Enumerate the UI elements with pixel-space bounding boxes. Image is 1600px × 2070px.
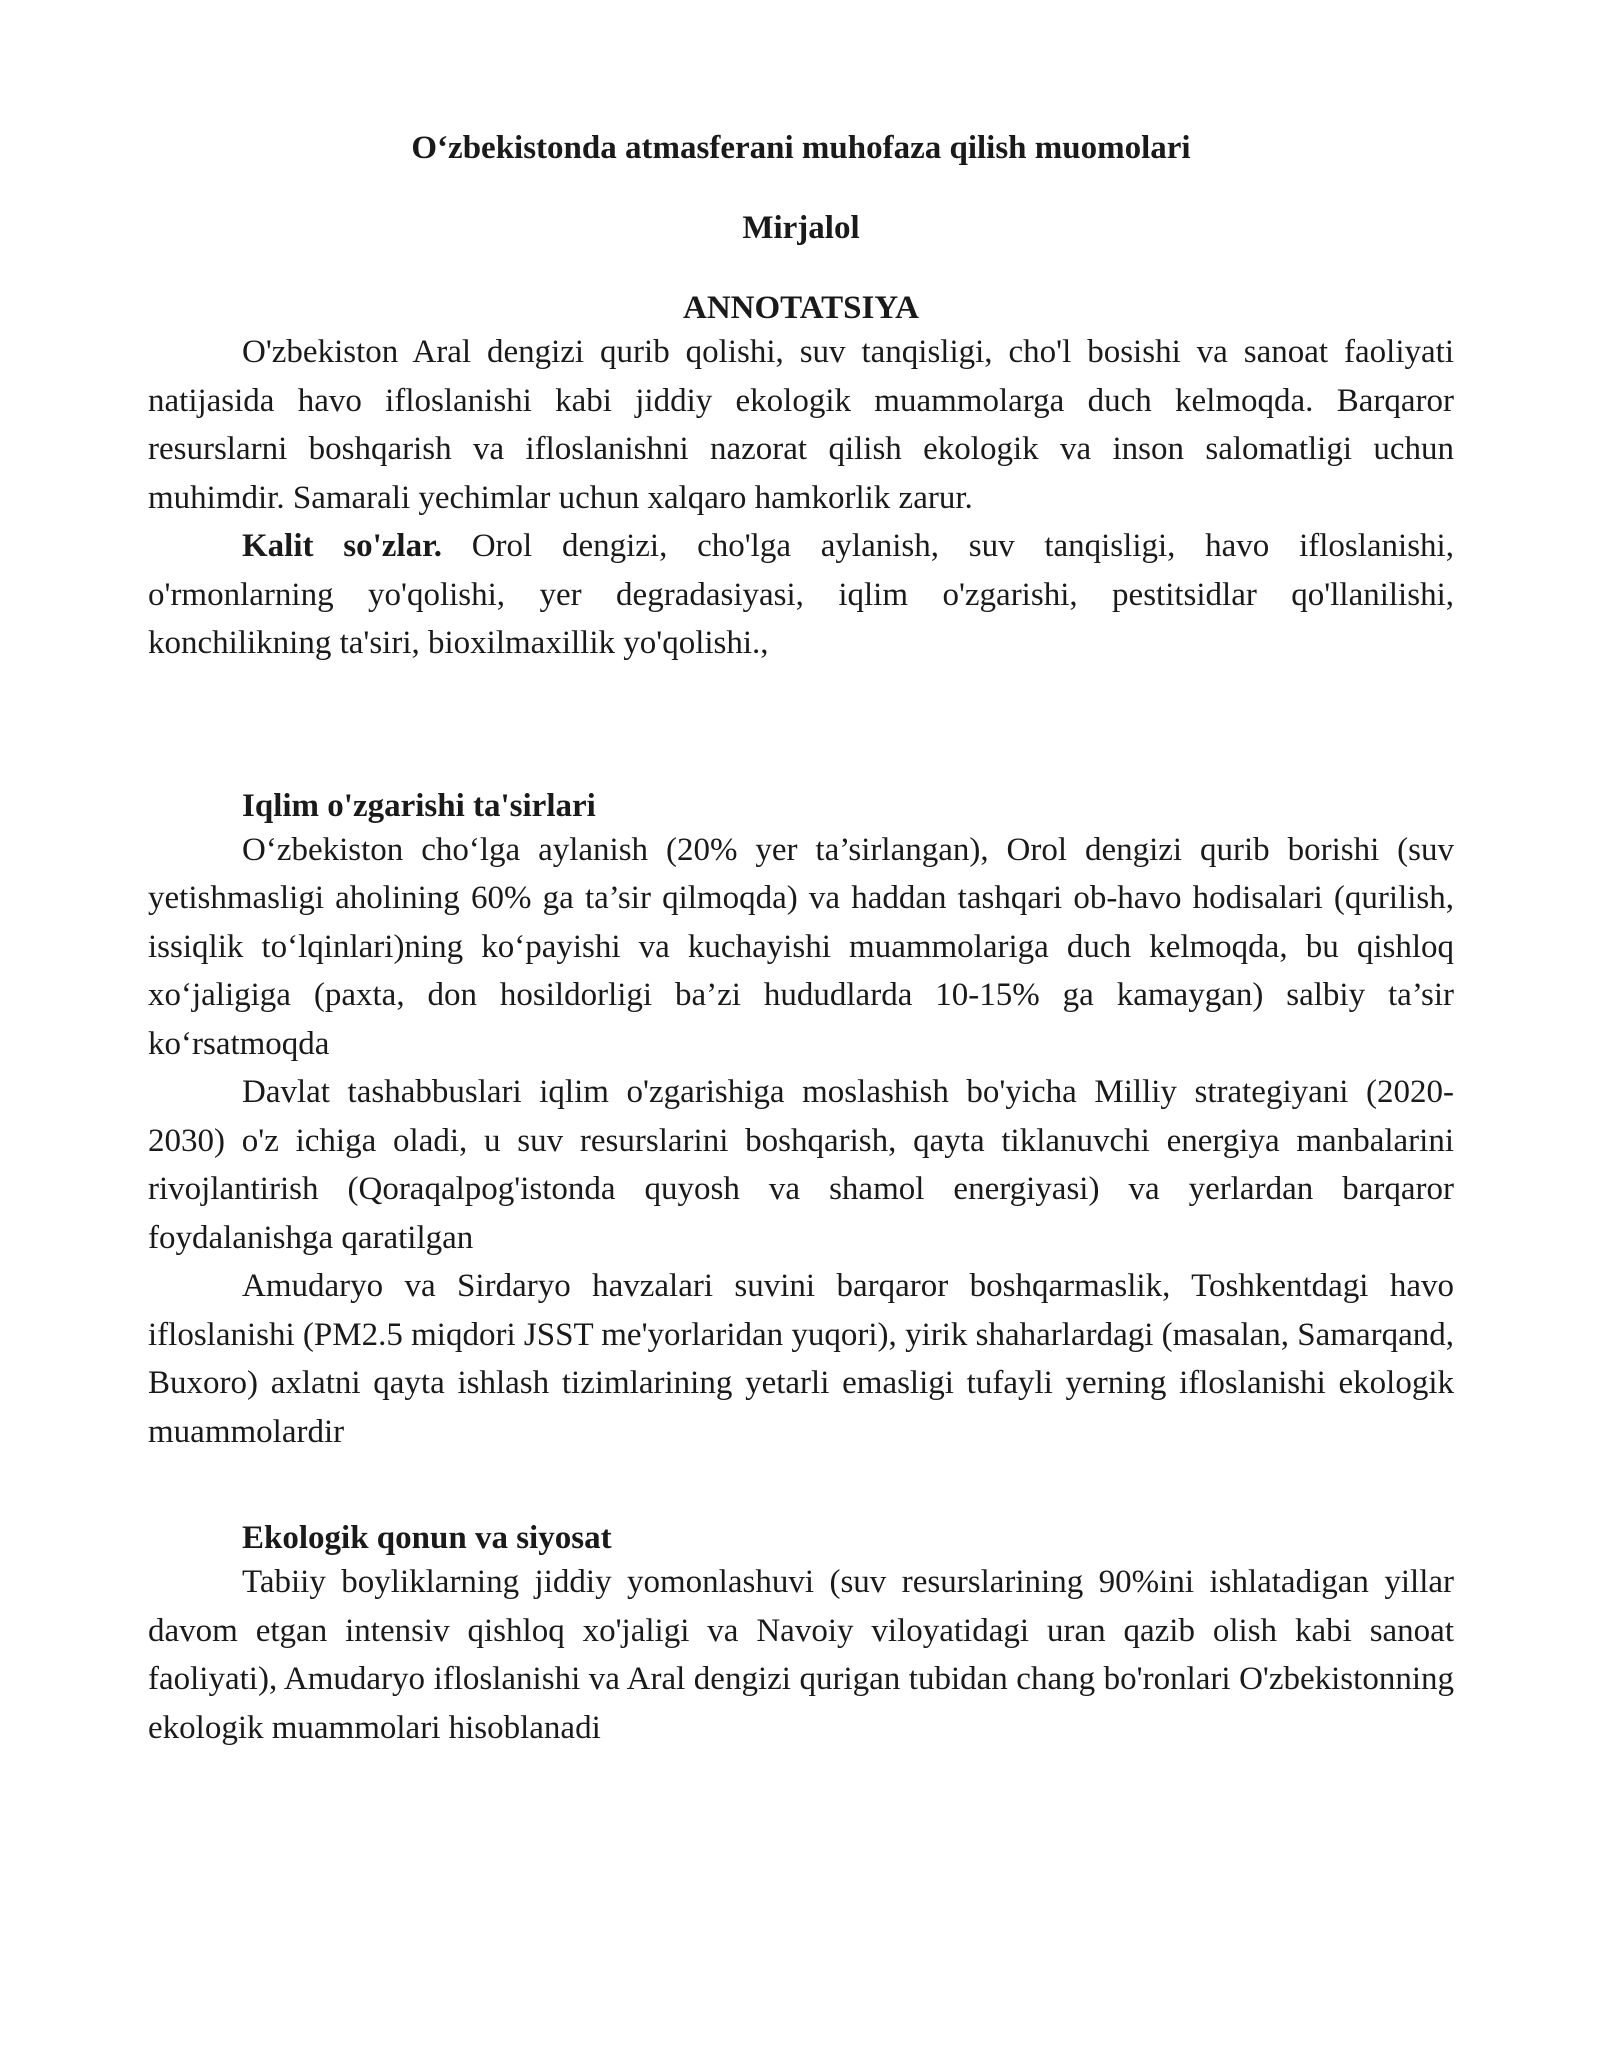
section-heading-ecological-law: Ekologik qonun va siyosat xyxy=(242,1520,612,1556)
keywords-text: Orol dengizi, cho'lga aylanish, suv tanqisligi, havo ifloslanishi, o'rmonlarning yo'qolishi, yer degradasiyasi, iqlim o'zgarishi, pestitsidlar qo'llanilishi, konchilikning ta'siri, bioxilmaxillik yo'qolishi., xyxy=(148,528,1454,661)
keywords-label: Kalit so'zlar. xyxy=(242,528,442,564)
document-page xyxy=(148,128,1454,1752)
section1-paragraph-3: Amudaryo va Sirdaryo havzalari suvini barqaror boshqarmaslik, Toshkentdagi havo ifloslanishi (PM2.5 miqdori JSST me'yorlaridan yuqori), yirik shaharlardagi (masalan, Samarqand, Buxoro) axlatni qayta ishlash tizimlarining yetarli emasligi tufayli yerning ifloslanishi ekologik muammolardir xyxy=(148,1268,1454,1450)
section2-paragraph-1: Tabiiy boyliklarning jiddiy yomonlashuvi (suv resurslarining 90%ini ishlatadigan yillar davom etgan intensiv qishloq xo'jaligi va Navoiy viloyatidagi uran qazib olish kabi sanoat faoliyati), Amudaryo ifloslanishi va Aral dengizi qurigan tubidan chang bo'ronlari O'zbekistonning ekologik muammolari hisoblanadi xyxy=(148,1564,1454,1746)
abstract-heading: ANNOTATSIYA xyxy=(683,290,919,326)
document-title: O‘zbekistonda atmasferani muhofaza qilish muomolari xyxy=(411,130,1191,166)
document-author: Mirjalol xyxy=(742,210,860,246)
section1-paragraph-2: Davlat tashabbuslari iqlim o'zgarishiga moslashish bo'yicha Milliy strategiyani (2020-2030) o'z ichiga oladi, u suv resurslarini boshqarish, qayta tiklanuvchi energiya manbalarini rivojlantirish (Qoraqalpog'istonda quyosh va shamol energiyasi) va yerlardan barqaror foydalanishga qaratilgan xyxy=(148,1074,1454,1256)
section1-paragraph-1: O‘zbekiston cho‘lga aylanish (20% yer ta’sirlangan), Orol dengizi qurib borishi (suv yetishmasligi aholining 60% ga ta’sir qilmoqda) va haddan tashqari ob-havo hodisalari (qurilish, issiqlik to‘lqinlari)ning ko‘payishi va kuchayishi muammolariga duch kelmoqda, bu qishloq xo‘jaligiga (paxta, don hosildorligi ba’zi hududlarda 10-15% ga kamaygan) salbiy ta’sir ko‘rsatmoqda xyxy=(148,831,1454,1062)
section-heading-climate-impacts: Iqlim o'zgarishi ta'sirlari xyxy=(242,787,596,824)
keywords-paragraph xyxy=(148,522,1454,668)
abstract-paragraph: O'zbekiston Aral dengizi qurib qolishi, suv tanqisligi, cho'l bosishi va sanoat faoliyati natijasida havo ifloslanishi kabi jiddiy ekologik muammolarga duch kelmoqda. Barqaror resurslarni boshqarish va ifloslanishni nazorat qilish ekologik va inson salomatligi uchun muhimdir. Samarali yechimlar uchun xalqaro hamkorlik zarur. xyxy=(148,334,1454,516)
